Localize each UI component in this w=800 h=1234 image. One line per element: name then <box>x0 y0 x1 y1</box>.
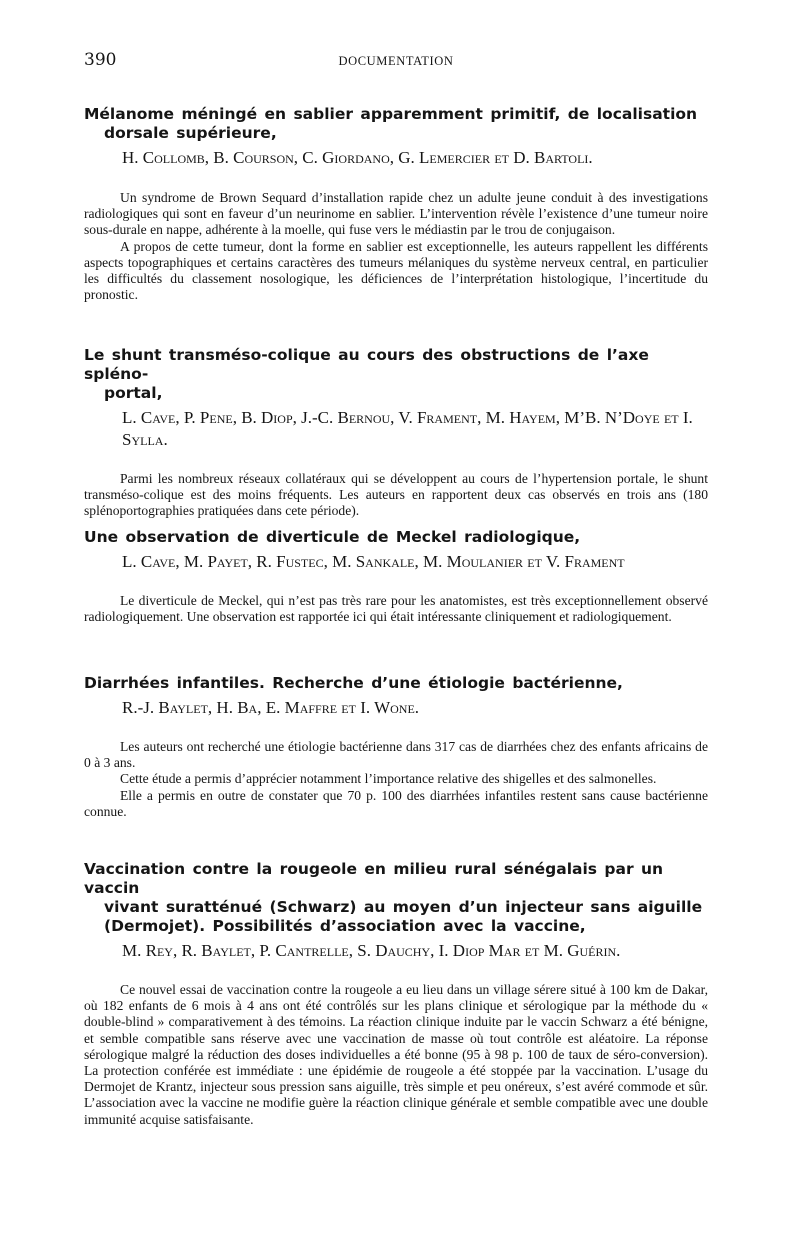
article-title <box>84 528 708 547</box>
article-title <box>84 860 708 936</box>
abstract-paragraph: Elle a permis en outre de constater que 70 p. 100 des diarrhées infantiles restent sans cause bactérienne connue. <box>84 787 708 819</box>
article-title-line1: Vaccination contre la rougeole en milieu rural sénégalais par un vaccin <box>84 860 664 897</box>
article-title-line1: Le shunt transméso-colique au cours des obstructions de l’axe spléno- <box>84 346 649 383</box>
article-authors: R.-J. Baylet, H. Ba, E. Maffre et I. Wone. <box>122 698 420 717</box>
article-authors: H. Collomb, B. Courson, C. Giordano, G. Lemercier et D. Bartoli. <box>122 148 593 167</box>
article-abstract <box>84 593 708 625</box>
article-title-line1: Mélanome méningé en sablier apparemment primitif, de localisation <box>84 105 698 123</box>
article-1 <box>84 105 708 303</box>
abstract-paragraph: Le diverticule de Meckel, qui n’est pas très rare pour les anatomistes, est très exceptionnellement observé radiologiquement. Une observation est rapportée ici qui était intéressante cliniquement et radiologiquement. <box>84 593 708 625</box>
article-authors: L. Cave, M. Payet, R. Fustec, M. Sankale, M. Moulanier et V. Frament <box>122 552 625 571</box>
article-authors: L. Cave, P. Pene, B. Diop, J.-C. Bernou, V. Frament, M. Hayem, M’B. N’Doye et I. Sylla. <box>122 408 693 449</box>
article-title-line2: vivant suratténué (Schwarz) au moyen d’un injecteur sans aiguille (Dermojet). Possibilités d’association avec la vaccine, <box>104 898 703 935</box>
article-5 <box>84 860 708 1128</box>
article-title-line1: Diarrhées infantiles. Recherche d’une étiologie bactérienne, <box>84 674 623 692</box>
article-title-line1: Une observation de diverticule de Meckel radiologique, <box>84 528 581 546</box>
abstract-paragraph: Un syndrome de Brown Sequard d’installation rapide chez un adulte jeune conduit à des investigations radiologiques qui sont en faveur d’un neurinome en sablier. L’intervention révèle l’existence d’une tumeur noire sous-durale en nappe, adhérente à la moelle, qui fuse vers le médiastin par le trou de conjugaison. <box>84 190 708 238</box>
abstract-paragraph: Les auteurs ont recherché une étiologie bactérienne dans 317 cas de diarrhées chez des enfants africains de 0 à 3 ans. <box>84 739 708 771</box>
abstract-paragraph: Cette étude a permis d’apprécier notamment l’importance relative des shigelles et des salmonelles. <box>120 771 657 787</box>
article-3 <box>84 528 708 625</box>
article-title-line2: portal, <box>104 384 163 402</box>
page-header <box>84 50 708 74</box>
article-title-line2: dorsale supérieure, <box>104 124 277 142</box>
article-title <box>84 105 708 143</box>
abstract-paragraph: A propos de cette tumeur, dont la forme en sablier est exceptionnelle, les auteurs rappellent les différents aspects topographiques et certains caractères des tumeurs mélaniques du système nerveux central, en particulier les difficultés du classement nosologique, les déficiences de l’interprétation histologique, l’incertitude du pronostic. <box>84 238 708 303</box>
article-abstract <box>84 982 708 1128</box>
page-number: 390 <box>84 50 117 70</box>
article-abstract <box>84 739 708 820</box>
running-head: DOCUMENTATION <box>338 54 454 68</box>
article-2 <box>84 346 708 520</box>
article-abstract <box>84 190 708 303</box>
article-abstract <box>84 471 708 520</box>
article-title <box>84 674 708 693</box>
abstract-paragraph: Parmi les nombreux réseaux collatéraux qui se développent au cours de l’hypertension portale, le shunt transméso-colique est des moins fréquents. Les auteurs en rapportent deux cas observés en trois ans (180 splénoportographies pratiquées dans cete période). <box>84 471 708 519</box>
abstract-paragraph: Ce nouvel essai de vaccination contre la rougeole a eu lieu dans un village sérere situé à 100 km de Dakar, où 182 enfants de 6 mois à 4 ans ont été contrôlés sur les plans clinique et sérologique par la méthode du « double-blind » comparativement à des témoins. La réaction clinique induite par le vaccin Schwarz a été bénigne, et semble compatible sans réserve avec une vaccination de masse où tout contrôle est aléatoire. La réponse sérologique malgré la réduction des doses individuelles a été bonne (95 à 98 p. 100 de taux de séro-conversion). La protection conférée est immédiate : une épidémie de rougeole a été stoppée par la vaccination. L’usage du Dermojet de Krantz, injecteur sous pression sans aiguille, très simple et peu onéreux, s’est avéré commode et sûr. L’association avec la vaccine ne modifie guère la réaction clinique générale et semble compatible avec une double immunité acquise satisfaisante. <box>84 982 708 1127</box>
article-title <box>84 346 708 403</box>
article-4 <box>84 674 708 820</box>
article-authors: M. Rey, R. Baylet, P. Cantrelle, S. Dauchy, I. Diop Mar et M. Guérin. <box>122 941 621 960</box>
